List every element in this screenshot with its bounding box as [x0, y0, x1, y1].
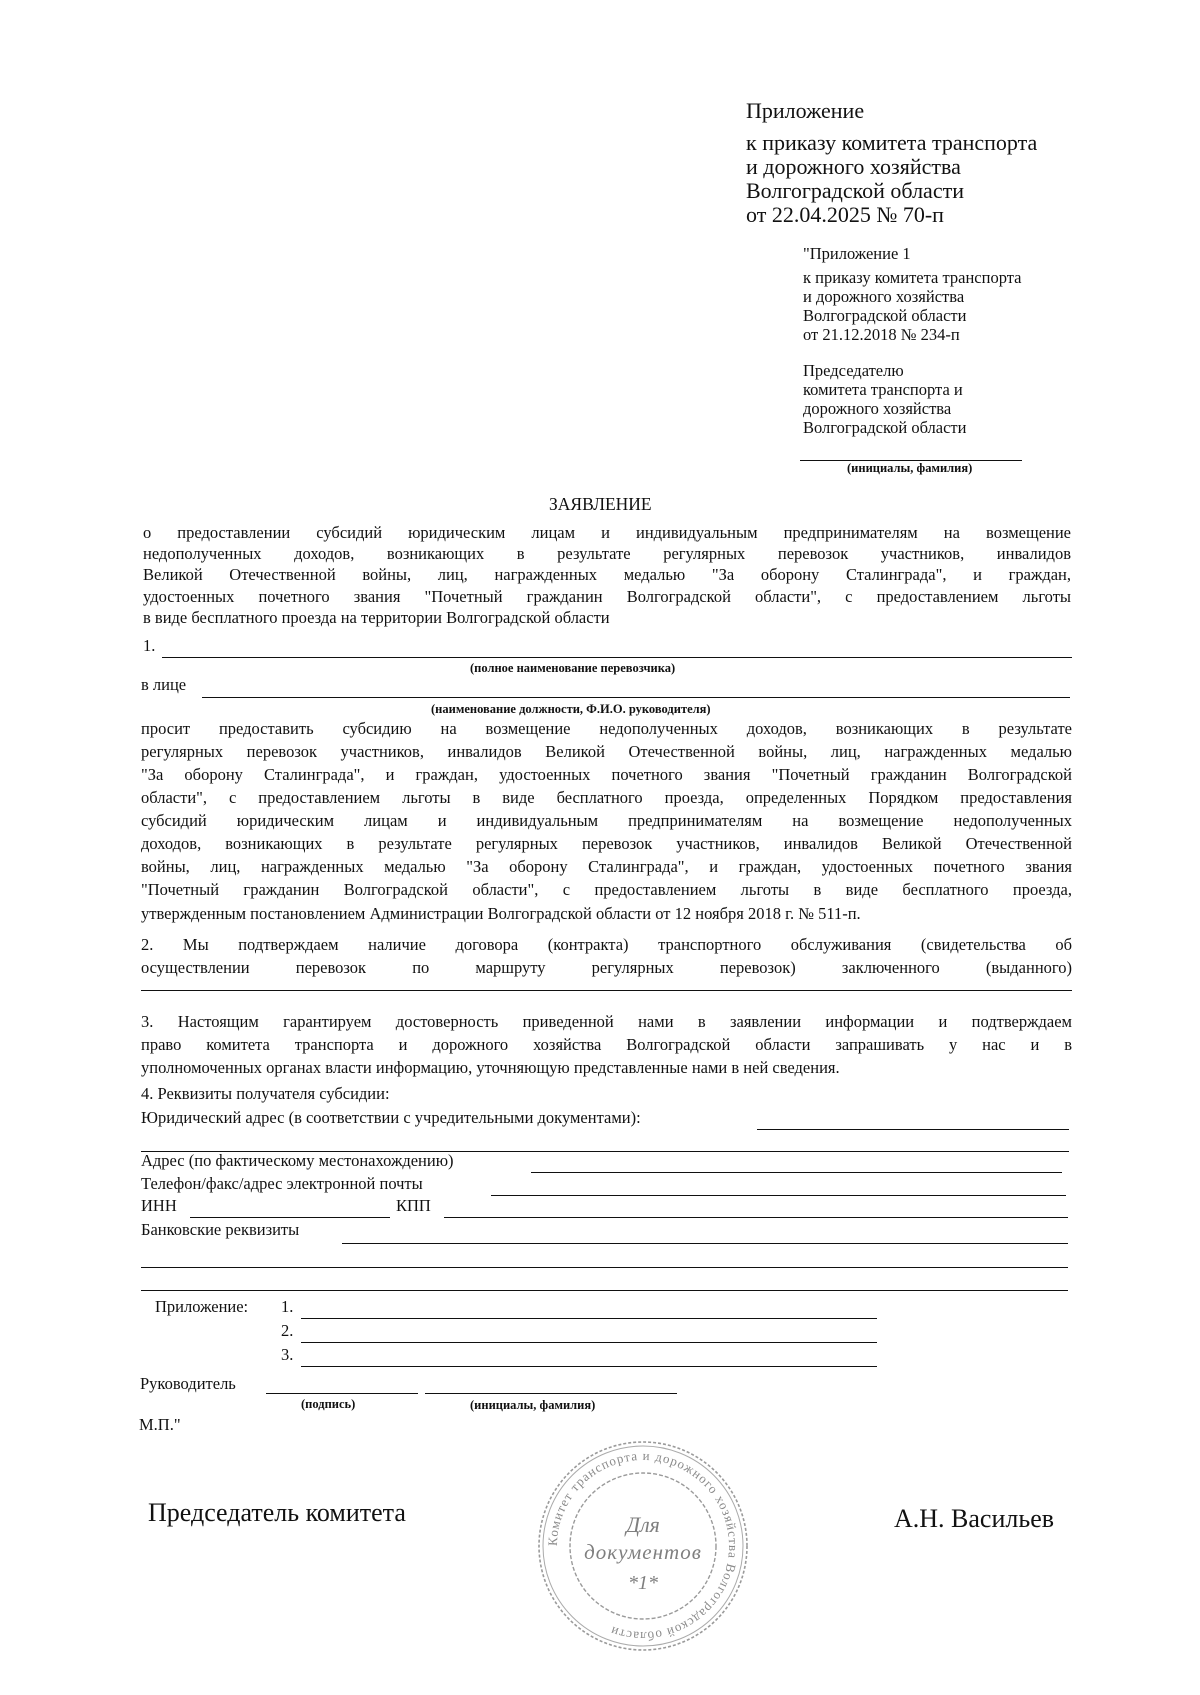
- appendix1-line: к приказу комитета транспорта: [803, 268, 1022, 287]
- subtitle-line: удостоенных почетного звания "Почетный гражданин Волгоградской области", с предоставлением льготы: [143, 587, 1071, 606]
- bank-field-3[interactable]: [141, 1290, 1068, 1291]
- head-name-field[interactable]: [202, 697, 1070, 698]
- appendix1-date: от 21.12.2018 № 234-п: [803, 325, 960, 344]
- head-label: Руководитель: [140, 1374, 236, 1393]
- subtitle-line: недополученных доходов, возникающих в результате регулярных перевозок участников, инвалидов: [143, 544, 1071, 563]
- actual-address-label: Адрес (по фактическому местонахождению): [141, 1151, 454, 1170]
- request-line: "Почетный гражданин Волгоградской области", с предоставлением льготы в виде бесплатного проезда,: [141, 880, 1072, 899]
- subtitle-line: о предоставлении субсидий юридическим лицам и индивидуальным предпринимателям на возмещение: [143, 523, 1071, 542]
- request-line: утвержденным постановлением Администрации Волгоградской области от 12 ноября 2018 г. № 511-п.: [141, 904, 861, 923]
- bank-label: Банковские реквизиты: [141, 1220, 300, 1239]
- subtitle-line: Великой Отечественной войны, лиц, награжденных медалью "За оборону Сталинграда", и граждан,: [143, 565, 1071, 584]
- appendix1-title: "Приложение 1: [803, 244, 911, 263]
- head-caption: (наименование должности, Ф.И.О. руководителя): [431, 702, 711, 716]
- request-line: доходов, возникающих в результате регулярных перевозок участников, инвалидов Великой Отечественной: [141, 834, 1072, 853]
- carrier-name-field[interactable]: [162, 657, 1072, 658]
- addressee-line: Волгоградской области: [803, 418, 967, 437]
- seal-center-text: документов: [584, 1540, 702, 1564]
- attachment-field-3[interactable]: [301, 1366, 877, 1367]
- appendix-line: к приказу комитета транспорта: [746, 130, 1038, 155]
- request-line: "За оборону Сталинграда", и граждан, удостоенных почетного звания "Почетный гражданин Волгоградской: [141, 765, 1072, 784]
- bank-field-2[interactable]: [141, 1267, 1068, 1268]
- subtitle-line: в виде бесплатного проезда на территории Волгоградской области: [143, 608, 610, 627]
- item3-line: уполномоченных органах власти информацию, уточняющую представленные нами в ней сведения.: [141, 1058, 840, 1077]
- item4-heading: 4. Реквизиты получателя субсидии:: [141, 1084, 390, 1103]
- item2-line: 2. Мы подтверждаем наличие договора (контракта) транспортного обслуживания (свидетельства об: [141, 935, 1072, 954]
- request-line: субсидий юридическим лицам и индивидуальным предпринимателям на возмещение недополученных: [141, 811, 1072, 830]
- contacts-label: Телефон/факс/адрес электронной почты: [141, 1174, 423, 1193]
- appendix1-line: Волгоградской области: [803, 306, 967, 325]
- appendix-date: от 22.04.2025 № 70-п: [746, 202, 944, 227]
- signature-name-field[interactable]: [425, 1393, 677, 1394]
- request-line: просит предоставить субсидию на возмещение недополученных доходов, возникающих в результате: [141, 719, 1072, 738]
- request-line: регулярных перевозок участников, инвалидов Великой Отечественной войны, лиц, награжденных медалью: [141, 742, 1072, 761]
- attachment-number: 2.: [281, 1321, 294, 1340]
- seal-center-text: *1*: [628, 1572, 658, 1594]
- addressee-line: Председателю: [803, 361, 904, 380]
- kpp-field[interactable]: [444, 1217, 1068, 1218]
- appendix-line: и дорожного хозяйства: [746, 154, 961, 179]
- appendix1-line: и дорожного хозяйства: [803, 287, 965, 306]
- legal-address-label: Юридический адрес (в соответствии с учредительными документами):: [141, 1108, 641, 1127]
- kpp-label: КПП: [396, 1196, 431, 1215]
- actual-address-field[interactable]: [531, 1172, 1062, 1173]
- attachments-label: Приложение:: [155, 1297, 249, 1316]
- carrier-caption: (полное наименование перевозчика): [470, 661, 676, 675]
- item2-line: осуществлении перевозок по маршруту регулярных перевозок) заключенного (выданного): [141, 958, 1072, 977]
- name-caption: (инициалы, фамилия): [470, 1398, 596, 1412]
- seal-center-text: Для: [626, 1512, 660, 1537]
- signature-field[interactable]: [266, 1393, 418, 1394]
- attachment-number: 3.: [281, 1345, 294, 1364]
- inn-label: ИНН: [141, 1196, 177, 1215]
- in-person-label: в лице: [141, 675, 187, 694]
- contacts-field[interactable]: [491, 1195, 1066, 1196]
- signature-caption: (подпись): [301, 1397, 356, 1411]
- attachment-field-1[interactable]: [301, 1318, 877, 1319]
- stamp-place: М.П.": [139, 1415, 181, 1434]
- appendix-line: Волгоградской области: [746, 178, 964, 203]
- seal-ring-text: Комитет транспорта и дорожного хозяйства Волгоградской области: [544, 1447, 742, 1645]
- item3-line: 3. Настоящим гарантируем достоверность приведенной нами в заявлении информации и подтверждаем: [141, 1012, 1072, 1031]
- addressee-line: комитета транспорта и: [803, 380, 963, 399]
- signer-name: А.Н. Васильев: [894, 1504, 1055, 1533]
- item1-number: 1.: [143, 636, 156, 655]
- attachment-field-2[interactable]: [301, 1342, 877, 1343]
- contract-field[interactable]: [141, 990, 1072, 991]
- item3-line: право комитета транспорта и дорожного хозяйства Волгоградской области запрашивать у нас и в: [141, 1035, 1072, 1054]
- signer-position: Председатель комитета: [148, 1498, 406, 1527]
- legal-address-field[interactable]: [757, 1129, 1069, 1130]
- request-line: области", с предоставлением льготы в виде бесплатного проезда, определенных Порядком предоставления: [141, 788, 1072, 807]
- request-line: войны, лиц, награжденных медалью "За оборону Сталинграда", и граждан, удостоенных почетного звания: [141, 857, 1072, 876]
- addressee-caption: (инициалы, фамилия): [847, 461, 973, 475]
- addressee-line: дорожного хозяйства: [803, 399, 952, 418]
- appendix-title: Приложение: [746, 98, 865, 123]
- official-seal: [534, 1437, 752, 1655]
- seal-graphic: [534, 1437, 752, 1655]
- bank-field[interactable]: [342, 1243, 1068, 1244]
- page-title: ЗАЯВЛЕНИЕ: [549, 494, 652, 514]
- attachment-number: 1.: [281, 1297, 294, 1316]
